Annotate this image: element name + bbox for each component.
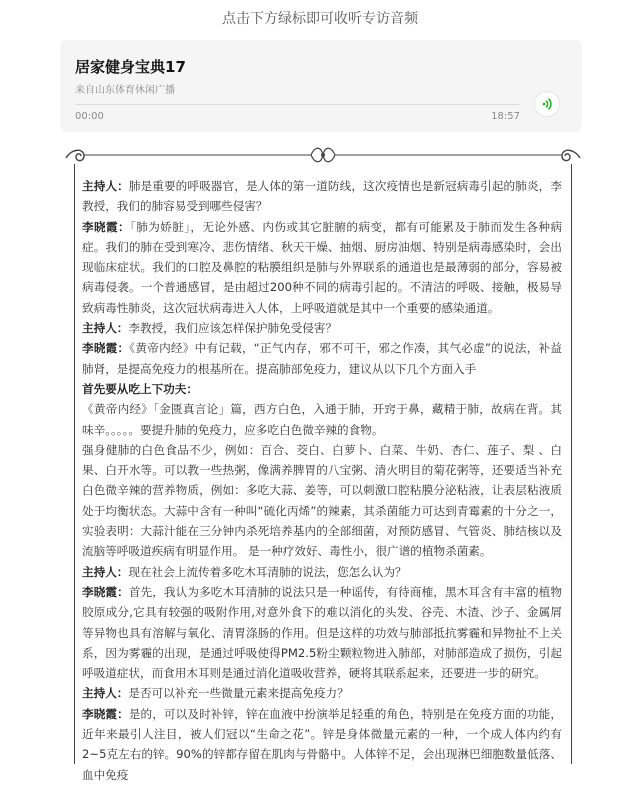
paragraph-text: 强身健肺的白色食品不少，例如：百合、茭白、白萝卜、白菜、牛奶、杏仁、莲子、梨 、白果、白开水等。可以教一些热粥，像满养脾胃的八宝粥、清火明目的菊花粥等，还要适当补充白色微辛辣的营养物质，例如：多吃大蒜、姜等，可以刺激口腔粘膜分泌粘液，让表层粘液质处于均衡状态。大蒜中含有一种叫“硫化丙烯”的辣素，其杀菌能力可达到青霉素的十分之一，实验表明：大蒜汁能在三分钟内杀死培养基内的全部细菌，对预防感冒、气管炎、肺结核以及流脑等呼吸道疾病有明显作用。 是一种疗效好、毒性小，很广谱的植物杀菌素。 bbox=[82, 442, 562, 559]
speaker-label: 主持人： bbox=[82, 179, 129, 193]
article-paragraph bbox=[82, 318, 562, 338]
speaker-label: 主持人： bbox=[82, 321, 129, 336]
speaker-label: 李晓霞： bbox=[82, 219, 130, 234]
speaker-label: 李晓霞： bbox=[82, 341, 130, 356]
audio-source: 来自山东体育休闲广播 bbox=[75, 85, 175, 96]
article-paragraph bbox=[82, 440, 562, 562]
audio-total-time: 18:57 bbox=[491, 111, 520, 122]
article-paragraph bbox=[82, 217, 562, 318]
paragraph-text: 是的，可以及时补锌，锌在血液中扮演举足轻重的角色，特别是在免疫方面的功能，近年来最引人注目，被人们冠以“生命之花”。锌是身体微量元素的一种，一个成人体内约有2~5克左右的锌。90%的锌都存留在肌肉与骨骼中。人体锌不足，会出现淋巴细胞数量低落、血中免疫 bbox=[82, 706, 562, 782]
article-body bbox=[82, 176, 562, 785]
article-paragraph bbox=[82, 582, 562, 683]
article-paragraph bbox=[82, 683, 562, 703]
speaker-label: 主持人： bbox=[82, 564, 129, 579]
audio-player-card[interactable] bbox=[60, 40, 582, 132]
paragraph-text: 李教授，我们应该怎样保护肺免受侵害？ bbox=[128, 321, 338, 336]
frame-right-border bbox=[571, 164, 572, 764]
paragraph-text: 「肺为娇脏」，无论外感、内伤或其它脏腑的病变，都有可能累及于肺而发生各种病症。我们的肺在受到寒冷、悲伤情绪、秋天干燥、抽烟、厨房油烟、特别是病毒感染时，会出现临床症状。我们的口腔及鼻腔的粘膜组织是肺与外界联系的通道也是最薄弱的部分，容易被病毒侵袭。一个普通感冒，是由超过200种不同的病毒引起的。不清洁的呼吸、接触，极易导致病毒性肺炎，这次冠状病毒进入人体，上呼吸道就是其中一个重要的感染通道。 bbox=[82, 219, 562, 315]
article-paragraph bbox=[82, 176, 562, 217]
article-paragraph bbox=[82, 562, 562, 582]
audio-wave-icon bbox=[539, 96, 555, 112]
paragraph-text: 《黄帝内经》中有记载，“正气内存，邪不可干，邪之作凑，其气必虚”的说法，补益肺肾，是提高免疫力的根基所在。提高肺部免疫力，建议从以下几个方面入手 bbox=[82, 341, 562, 376]
audio-progress-bar[interactable] bbox=[75, 104, 519, 105]
frame-left-border bbox=[74, 164, 75, 764]
audio-hint-text: 点击下方绿标即可收听专访音频 bbox=[222, 11, 418, 27]
ornament-border-icon bbox=[62, 144, 584, 166]
speaker-label: 主持人： bbox=[82, 686, 129, 701]
paragraph-text: 《黄帝内经》「金匮真言论」篇，西方白色，入通于肺，开窍于鼻，藏精于肺，故病在背。其味辛。。。。。要提升肺的免疫力，应多吃白色微辛辣的食物。 bbox=[82, 402, 562, 437]
article-paragraph bbox=[82, 379, 562, 399]
paragraph-text: 首先，我认为多吃木耳清肺的说法只是一种谣传，有待商榷，黑木耳含有丰富的植物胶原成分,它具有较强的吸附作用,对意外食下的难以消化的头发、谷壳、木渣、沙子、金属屑等异物也具有溶解与氧化、清胃涤肠的作用。但是这样的功效与肺部抵抗雾霾和异物扯不上关系，因为雾霾的出现，是通过呼吸使得PM2.5粉尘颗粒物进入肺部，对肺部造成了损伤，引起呼吸道症状，而食用木耳则是通过消化道吸收营养，硬将其联系起来，还要进一步的研究。 bbox=[82, 584, 562, 681]
paragraph-text: 是否可以补充一些微量元素来提高免疫力？ bbox=[128, 686, 349, 701]
audio-current-time: 00:00 bbox=[75, 111, 104, 122]
audio-title: 居家健身宝典17 bbox=[75, 58, 186, 76]
paragraph-text: 现在社会上流传着多吃木耳清肺的说法，您怎么认为？ bbox=[128, 564, 407, 579]
speaker-label: 李晓霞： bbox=[82, 584, 129, 599]
audio-play-button[interactable] bbox=[534, 91, 560, 117]
section-heading: 首先要从吃上下功夫： bbox=[82, 381, 198, 396]
article-paragraph bbox=[82, 399, 562, 440]
article-paragraph bbox=[82, 704, 562, 785]
article-paragraph bbox=[82, 338, 562, 379]
speaker-label: 李晓霞： bbox=[82, 706, 129, 721]
paragraph-text: 肺是重要的呼吸器官，是人体的第一道防线，这次疫情也是新冠病毒引起的肺炎，李教授，我们的肺容易受到哪些侵害？ bbox=[82, 179, 562, 214]
